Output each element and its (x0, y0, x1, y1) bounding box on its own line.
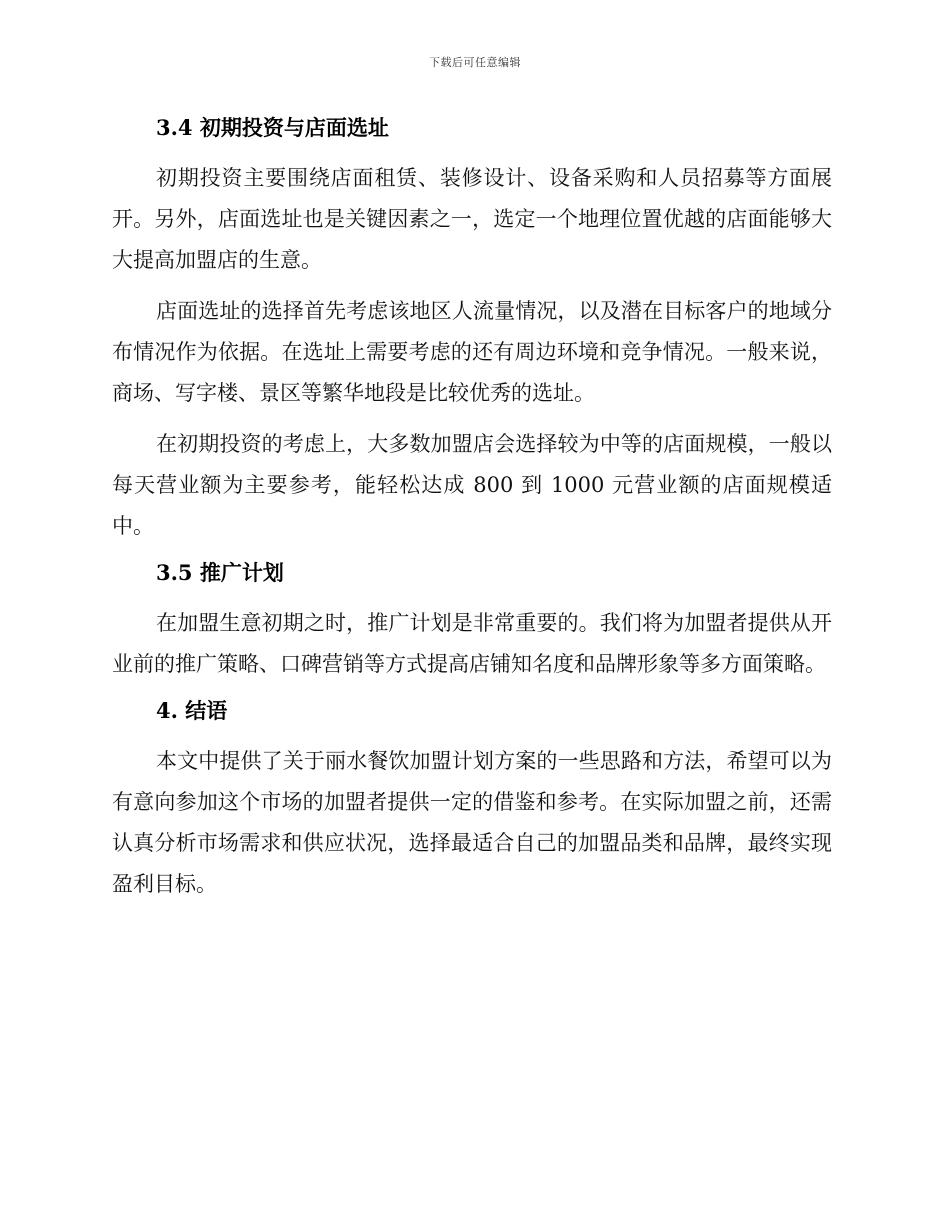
section-heading-3-5: 3.5 推广计划 (156, 560, 284, 585)
paragraph: 店面选址的选择首先考虑该地区人流量情况，以及潜在目标客户的地域分布情况作为依据。在选址上需要考虑的还有周边环境和竞争情况。一般来说，商场、写字楼、景区等繁华地段是比较优秀的选址。 (112, 299, 832, 405)
section-heading-3-4: 3.4 初期投资与店面选址 (156, 115, 389, 140)
paragraph: 在加盟生意初期之时，推广计划是非常重要的。我们将为加盟者提供从开业前的推广策略、口碑营销等方式提高店铺知名度和品牌形象等多方面策略。 (112, 611, 832, 676)
page-header: 下载后可任意编辑 (429, 56, 521, 69)
section-heading-4: 4. 结语 (156, 698, 228, 723)
paragraph: 初期投资主要围绕店面租赁、装修设计、设备采购和人员招募等方面展开。另外，店面选址也是关键因素之一，选定一个地理位置优越的店面能够大大提高加盟店的生意。 (112, 166, 832, 272)
paragraph: 本文中提供了关于丽水餐饮加盟计划方案的一些思路和方法，希望可以为有意向参加这个市场的加盟者提供一定的借鉴和参考。在实际加盟之前，还需认真分析市场需求和供应状况，选择最适合自己的加盟品类和品牌，最终实现盈利目标。 (112, 749, 832, 896)
paragraph: 在初期投资的考虑上，大多数加盟店会选择较为中等的店面规模，一般以每天营业额为主要参考，能轻松达成 800 到 1000 元营业额的店面规模适中。 (112, 432, 832, 538)
document-body (112, 110, 832, 905)
